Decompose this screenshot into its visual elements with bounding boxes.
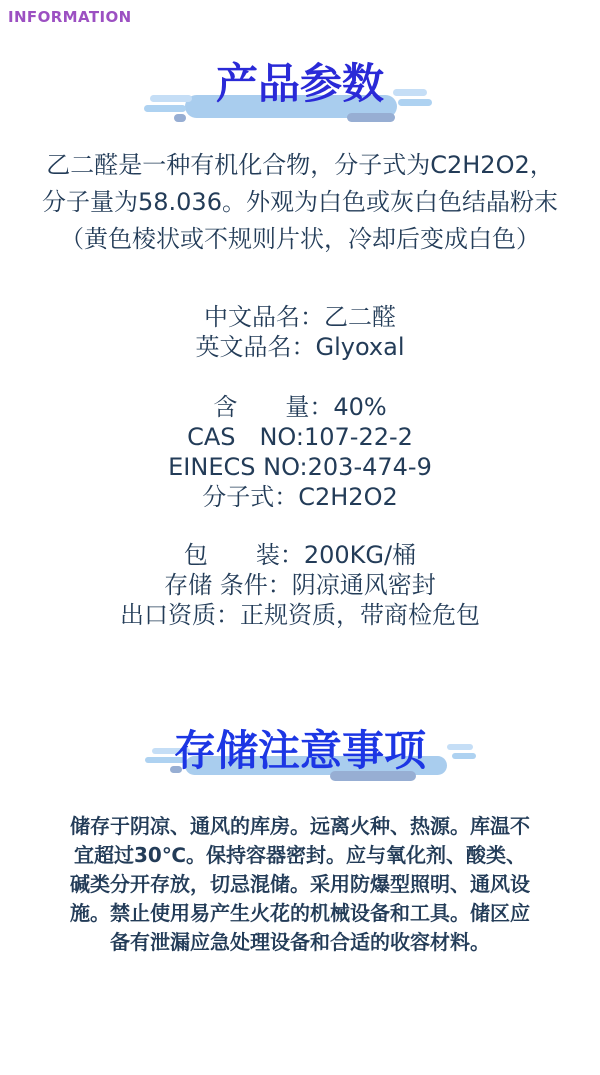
packaging-row: 包 装：200KG/桶 bbox=[183, 541, 417, 569]
export-qualification-row: 出口资质：正规资质，带商检危包 bbox=[120, 601, 480, 629]
storage-notes-body: 储存于阴凉、通风的库房。远离火种、热源。库温不宜超过30℃。保持容器密封。应与氧化剂、酸类、碱类分开存放，切忌混储。采用防爆型照明、通风设施。禁止使用易产生火花的机械设备和工具。储区应备有泄漏应急处理设备和合适的收容材料。 bbox=[70, 814, 530, 954]
speed-dash-icon bbox=[347, 113, 395, 122]
storage-notes-title-block bbox=[130, 725, 470, 799]
storage-condition-row: 存储 条件：阴凉通风密封 bbox=[164, 571, 436, 599]
cas-row: CAS NO:107-22-2 bbox=[187, 423, 413, 451]
product-params-title: 产品参数 bbox=[215, 59, 384, 108]
speed-dot-icon bbox=[174, 114, 186, 122]
product-params-title-block bbox=[130, 58, 470, 132]
formula-row: 分子式：C2H2O2 bbox=[202, 483, 398, 511]
en-name-row: 英文品名：Glyoxal bbox=[195, 333, 405, 361]
cn-name-row: 中文品名：乙二醛 bbox=[204, 303, 396, 331]
product-description: 乙二醛是一种有机化合物，分子式为C2H2O2，分子量为58.036。外观为白色或灰白色结晶粉末（黄色棱状或不规则片状，冷却后变成白色） bbox=[42, 151, 558, 253]
content-row: 含 量：40% bbox=[213, 393, 387, 421]
product-logistics-rows bbox=[0, 540, 600, 630]
product-name-rows bbox=[0, 302, 600, 362]
einecs-row: EINECS NO:203-474-9 bbox=[168, 453, 432, 481]
information-label: INFORMATION bbox=[8, 8, 132, 26]
storage-notes-title: 存储注意事项 bbox=[173, 726, 426, 775]
product-spec-rows bbox=[0, 392, 600, 512]
